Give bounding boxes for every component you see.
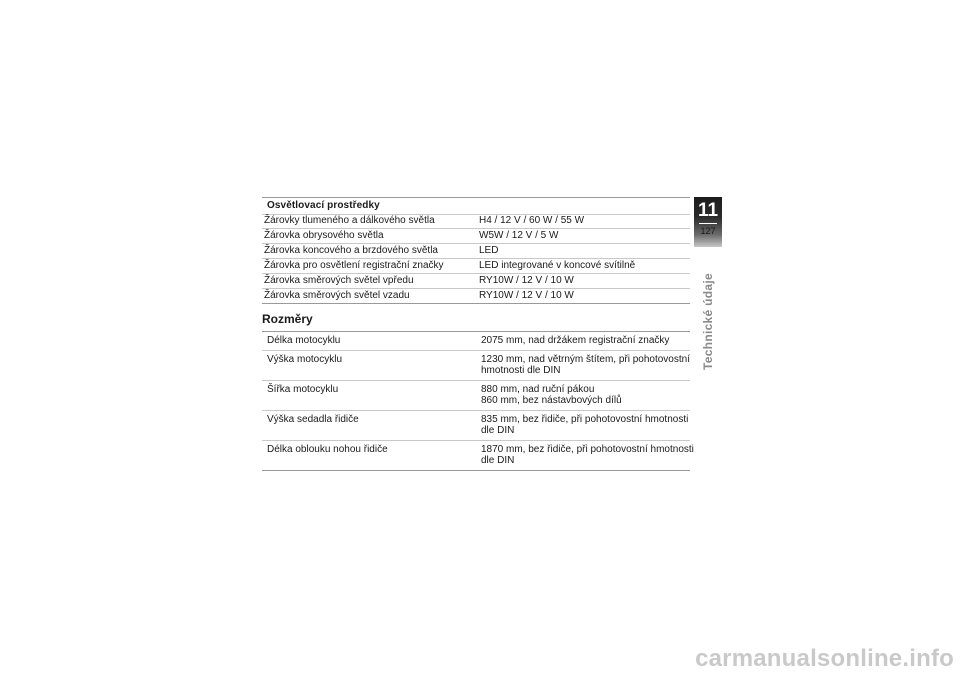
table-row [262, 259, 690, 274]
row-label: Výška motocyklu [267, 353, 343, 365]
dimensions-table [262, 331, 694, 471]
row-label: Žárovka pro osvětlení registrační značky [264, 260, 444, 271]
value-line: dle DIN [481, 425, 515, 436]
row-label: Délka motocyklu [267, 335, 341, 346]
row-value [481, 441, 694, 470]
row-value: RY10W / 12 V / 10 W [479, 290, 574, 301]
row-label: Šířka motocyklu [267, 383, 339, 395]
row-label: Žárovka obrysového světla [264, 230, 384, 241]
row-value: H4 / 12 V / 60 W / 55 W [479, 215, 585, 226]
watermark: carmanualsonline.info [695, 645, 954, 672]
value-line: 1870 mm, bez řidiče, při pohotovostní hmotnosti [481, 443, 694, 455]
dimensions-heading: Rozměry [262, 312, 313, 326]
row-value: LED integrované v koncové svítilně [479, 260, 636, 271]
table-row [262, 289, 690, 304]
row-label: Žárovka koncového a brzdového světla [264, 245, 438, 256]
chapter-tab [694, 197, 722, 247]
row-label: Žárovka směrových světel vzadu [264, 290, 410, 301]
row-label: Žárovky tlumeného a dálkového světla [264, 215, 435, 226]
value-line: 2075 mm, nad držákem registrační značky [481, 335, 670, 346]
table-row [262, 214, 690, 229]
page-number: 127 [700, 226, 716, 236]
row-label: Výška sedadla řidiče [267, 413, 359, 425]
chapter-title-text: Technické údaje [701, 273, 715, 370]
row-value [481, 411, 689, 440]
table-row [262, 351, 690, 381]
table-row [262, 244, 690, 259]
lighting-heading: Osvětlovací prostředky [267, 200, 380, 211]
row-value [481, 351, 690, 380]
value-line: 835 mm, bez řidiče, při pohotovostní hmotnosti [481, 413, 689, 425]
chapter-title [701, 250, 717, 370]
value-line: 1230 mm, nad větrným štítem, při pohotovostní [481, 353, 690, 365]
row-value: LED [479, 245, 499, 256]
table-row [262, 441, 694, 471]
table-row [262, 411, 690, 441]
table-row [262, 274, 690, 289]
lighting-table [262, 214, 690, 304]
value-line: 880 mm, nad ruční pákou [481, 383, 595, 395]
row-label: Délka oblouku nohou řidiče [267, 443, 388, 455]
row-label: Žárovka směrových světel vpředu [264, 275, 414, 286]
value-line: hmotnosti dle DIN [481, 365, 561, 376]
row-value: W5W / 12 V / 5 W [479, 230, 559, 241]
chapter-number: 11 [697, 200, 719, 221]
lighting-section-header [262, 197, 690, 215]
table-row [262, 229, 690, 244]
value-line: dle DIN [481, 455, 515, 466]
value-line: 860 mm, bez nástavbových dílů [481, 395, 622, 406]
table-row [262, 332, 690, 351]
table-row [262, 381, 690, 411]
row-value [481, 381, 686, 410]
row-value [481, 332, 686, 350]
chapter-divider [699, 223, 717, 224]
row-value: RY10W / 12 V / 10 W [479, 275, 574, 286]
